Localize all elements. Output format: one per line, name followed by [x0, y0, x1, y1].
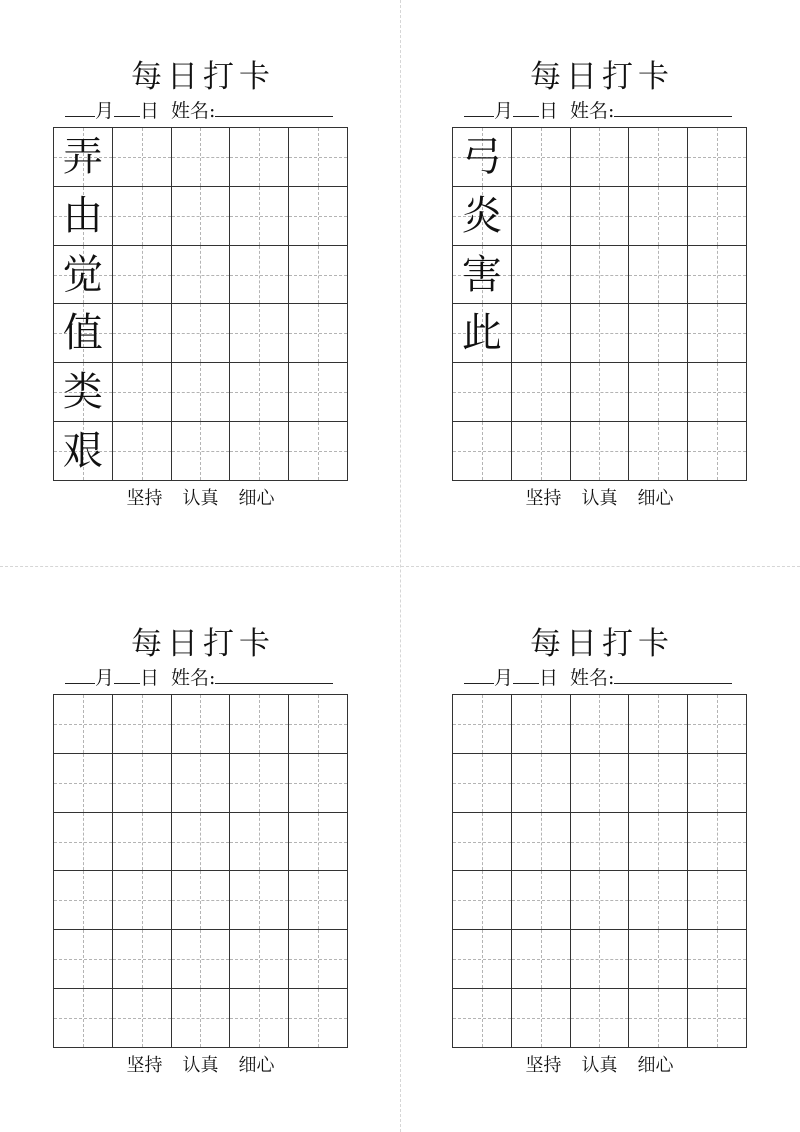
grid-cell[interactable] — [230, 871, 289, 930]
motto — [452, 487, 747, 511]
grid-cell[interactable] — [571, 422, 630, 481]
name-label: 姓名: — [570, 667, 615, 689]
grid-cell[interactable] — [688, 304, 747, 363]
grid-cell[interactable] — [230, 754, 289, 813]
grid-cell[interactable] — [230, 422, 289, 481]
grid-cell[interactable] — [54, 363, 113, 422]
grid-cell[interactable] — [230, 989, 289, 1048]
grid-cell[interactable] — [113, 871, 172, 930]
model-character: 害 — [461, 251, 502, 298]
grid-cell[interactable] — [289, 128, 348, 187]
grid-cell[interactable] — [629, 989, 688, 1048]
month-label: 月 — [95, 667, 115, 689]
model-character: 炎 — [461, 192, 502, 239]
grid-cell[interactable] — [230, 695, 289, 754]
grid-cell[interactable] — [289, 246, 348, 305]
grid-cell[interactable] — [571, 363, 630, 422]
grid-cell[interactable] — [453, 989, 512, 1048]
name-blank[interactable] — [215, 665, 333, 684]
day-label: 日 — [539, 667, 559, 689]
grid-cell[interactable] — [230, 363, 289, 422]
name-blank[interactable] — [215, 98, 333, 117]
name-label: 姓名: — [570, 100, 615, 122]
grid-cell[interactable] — [571, 246, 630, 305]
grid-cell[interactable] — [113, 754, 172, 813]
grid-cell[interactable] — [54, 422, 113, 481]
grid-cell[interactable] — [230, 813, 289, 872]
grid-cell[interactable] — [512, 422, 571, 481]
day-blank[interactable] — [114, 665, 140, 684]
grid-cell[interactable] — [54, 989, 113, 1048]
grid-cell[interactable] — [113, 304, 172, 363]
grid-cell[interactable] — [629, 754, 688, 813]
motto-persist: 坚持 — [126, 1055, 163, 1076]
grid-cell[interactable] — [571, 128, 630, 187]
month-label: 月 — [95, 100, 115, 122]
model-character: 类 — [62, 369, 103, 416]
card-title: 每日打卡 — [131, 59, 275, 95]
grid-cell[interactable] — [453, 363, 512, 422]
grid-cell[interactable] — [172, 128, 231, 187]
grid-cell[interactable] — [54, 754, 113, 813]
tianzige-grid — [53, 127, 348, 481]
grid-cell[interactable] — [512, 363, 571, 422]
motto-persist: 坚持 — [525, 1055, 562, 1076]
grid-cell[interactable] — [453, 187, 512, 246]
grid-cell[interactable] — [629, 363, 688, 422]
grid-cell[interactable] — [512, 989, 571, 1048]
model-character: 弓 — [461, 133, 502, 180]
grid-cell[interactable] — [512, 246, 571, 305]
grid-cell[interactable] — [453, 128, 512, 187]
grid-cell[interactable] — [230, 246, 289, 305]
horizontal-cut-line — [0, 566, 800, 567]
grid-cell[interactable] — [230, 304, 289, 363]
grid-cell[interactable] — [113, 422, 172, 481]
motto-attentive: 细心 — [637, 1055, 674, 1076]
day-label: 日 — [539, 100, 559, 122]
grid-cell[interactable] — [629, 871, 688, 930]
grid-cell[interactable] — [172, 989, 231, 1048]
grid-cell[interactable] — [688, 246, 747, 305]
month-blank[interactable] — [464, 98, 494, 117]
grid-cell[interactable] — [629, 128, 688, 187]
month-blank[interactable] — [464, 665, 494, 684]
grid-cell[interactable] — [512, 813, 571, 872]
grid-cell[interactable] — [172, 695, 231, 754]
grid-cell[interactable] — [629, 930, 688, 989]
name-label: 姓名: — [171, 100, 216, 122]
grid-cell[interactable] — [629, 422, 688, 481]
grid-cell[interactable] — [512, 695, 571, 754]
tianzige-grid — [452, 127, 747, 481]
grid-cell[interactable] — [172, 930, 231, 989]
grid-cell[interactable] — [512, 871, 571, 930]
grid-cell[interactable] — [289, 695, 348, 754]
grid-cell[interactable] — [289, 813, 348, 872]
model-character: 值 — [62, 310, 103, 357]
day-blank[interactable] — [513, 665, 539, 684]
grid-cell[interactable] — [54, 246, 113, 305]
grid-cell[interactable] — [113, 187, 172, 246]
motto — [53, 487, 348, 511]
grid-cell[interactable] — [512, 187, 571, 246]
grid-cell[interactable] — [571, 989, 630, 1048]
grid-cell[interactable] — [688, 871, 747, 930]
grid-cell[interactable] — [571, 187, 630, 246]
card-title: 每日打卡 — [530, 59, 674, 95]
day-blank[interactable] — [114, 98, 140, 117]
grid-cell[interactable] — [54, 871, 113, 930]
motto-persist: 坚持 — [525, 488, 562, 509]
grid-cell[interactable] — [289, 754, 348, 813]
month-blank[interactable] — [65, 665, 95, 684]
grid-cell[interactable] — [629, 246, 688, 305]
grid-cell[interactable] — [453, 422, 512, 481]
grid-cell[interactable] — [54, 304, 113, 363]
grid-cell[interactable] — [571, 304, 630, 363]
grid-cell[interactable] — [571, 813, 630, 872]
grid-cell[interactable] — [113, 363, 172, 422]
day-label: 日 — [140, 667, 160, 689]
grid-cell[interactable] — [629, 695, 688, 754]
grid-cell[interactable] — [230, 128, 289, 187]
motto-persist: 坚持 — [126, 488, 163, 509]
grid-cell[interactable] — [688, 754, 747, 813]
grid-cell[interactable] — [289, 363, 348, 422]
grid-cell[interactable] — [172, 187, 231, 246]
motto-careful: 认真 — [581, 488, 618, 509]
month-label: 月 — [494, 667, 514, 689]
name-blank[interactable] — [614, 665, 732, 684]
grid-cell[interactable] — [453, 304, 512, 363]
grid-cell[interactable] — [289, 871, 348, 930]
motto-careful: 认真 — [182, 1055, 219, 1076]
grid-cell[interactable] — [453, 246, 512, 305]
grid-cell[interactable] — [571, 695, 630, 754]
grid-cell[interactable] — [512, 930, 571, 989]
motto — [53, 1054, 348, 1078]
tianzige-grid — [452, 694, 747, 1048]
grid-cell[interactable] — [688, 989, 747, 1048]
grid-cell[interactable] — [512, 304, 571, 363]
grid-cell[interactable] — [571, 930, 630, 989]
model-character: 由 — [62, 192, 103, 239]
grid-cell[interactable] — [54, 930, 113, 989]
model-character: 此 — [461, 310, 502, 357]
grid-cell[interactable] — [453, 695, 512, 754]
grid-cell[interactable] — [289, 989, 348, 1048]
model-character: 艰 — [62, 428, 103, 475]
motto-attentive: 细心 — [637, 488, 674, 509]
motto-attentive: 细心 — [238, 488, 275, 509]
date-name-row — [452, 98, 752, 122]
grid-cell[interactable] — [172, 363, 231, 422]
grid-cell[interactable] — [571, 754, 630, 813]
name-blank[interactable] — [614, 98, 732, 117]
day-label: 日 — [140, 100, 160, 122]
motto-attentive: 细心 — [238, 1055, 275, 1076]
grid-cell[interactable] — [453, 754, 512, 813]
grid-cell[interactable] — [688, 363, 747, 422]
grid-cell[interactable] — [113, 989, 172, 1048]
grid-cell[interactable] — [688, 128, 747, 187]
date-name-row — [53, 665, 353, 689]
grid-cell[interactable] — [688, 695, 747, 754]
grid-cell[interactable] — [172, 246, 231, 305]
grid-cell[interactable] — [172, 813, 231, 872]
grid-cell[interactable] — [688, 930, 747, 989]
card-title: 每日打卡 — [131, 626, 275, 662]
grid-cell[interactable] — [54, 187, 113, 246]
grid-cell[interactable] — [289, 930, 348, 989]
grid-cell[interactable] — [289, 187, 348, 246]
grid-cell[interactable] — [230, 187, 289, 246]
grid-cell[interactable] — [512, 754, 571, 813]
model-character: 觉 — [62, 251, 103, 298]
grid-cell[interactable] — [688, 422, 747, 481]
grid-cell[interactable] — [113, 930, 172, 989]
grid-cell[interactable] — [113, 695, 172, 754]
grid-cell[interactable] — [688, 187, 747, 246]
grid-cell[interactable] — [172, 871, 231, 930]
grid-cell[interactable] — [230, 930, 289, 989]
grid-cell[interactable] — [289, 304, 348, 363]
grid-cell[interactable] — [453, 871, 512, 930]
motto — [452, 1054, 747, 1078]
grid-cell[interactable] — [113, 246, 172, 305]
grid-cell[interactable] — [113, 128, 172, 187]
name-label: 姓名: — [171, 667, 216, 689]
grid-cell[interactable] — [453, 930, 512, 989]
grid-cell[interactable] — [571, 871, 630, 930]
grid-cell[interactable] — [113, 813, 172, 872]
grid-cell[interactable] — [172, 754, 231, 813]
grid-cell[interactable] — [54, 813, 113, 872]
date-name-row — [452, 665, 752, 689]
month-blank[interactable] — [65, 98, 95, 117]
grid-cell[interactable] — [512, 128, 571, 187]
grid-cell[interactable] — [54, 695, 113, 754]
day-blank[interactable] — [513, 98, 539, 117]
tianzige-grid — [53, 694, 348, 1048]
motto-careful: 认真 — [581, 1055, 618, 1076]
card-title: 每日打卡 — [530, 626, 674, 662]
model-character: 弄 — [62, 133, 103, 180]
motto-careful: 认真 — [182, 488, 219, 509]
grid-cell[interactable] — [172, 304, 231, 363]
grid-cell[interactable] — [289, 422, 348, 481]
grid-cell[interactable] — [453, 813, 512, 872]
date-name-row — [53, 98, 353, 122]
grid-cell[interactable] — [629, 187, 688, 246]
grid-cell[interactable] — [629, 813, 688, 872]
grid-cell[interactable] — [688, 813, 747, 872]
grid-cell[interactable] — [172, 422, 231, 481]
grid-cell[interactable] — [629, 304, 688, 363]
month-label: 月 — [494, 100, 514, 122]
grid-cell[interactable] — [54, 128, 113, 187]
